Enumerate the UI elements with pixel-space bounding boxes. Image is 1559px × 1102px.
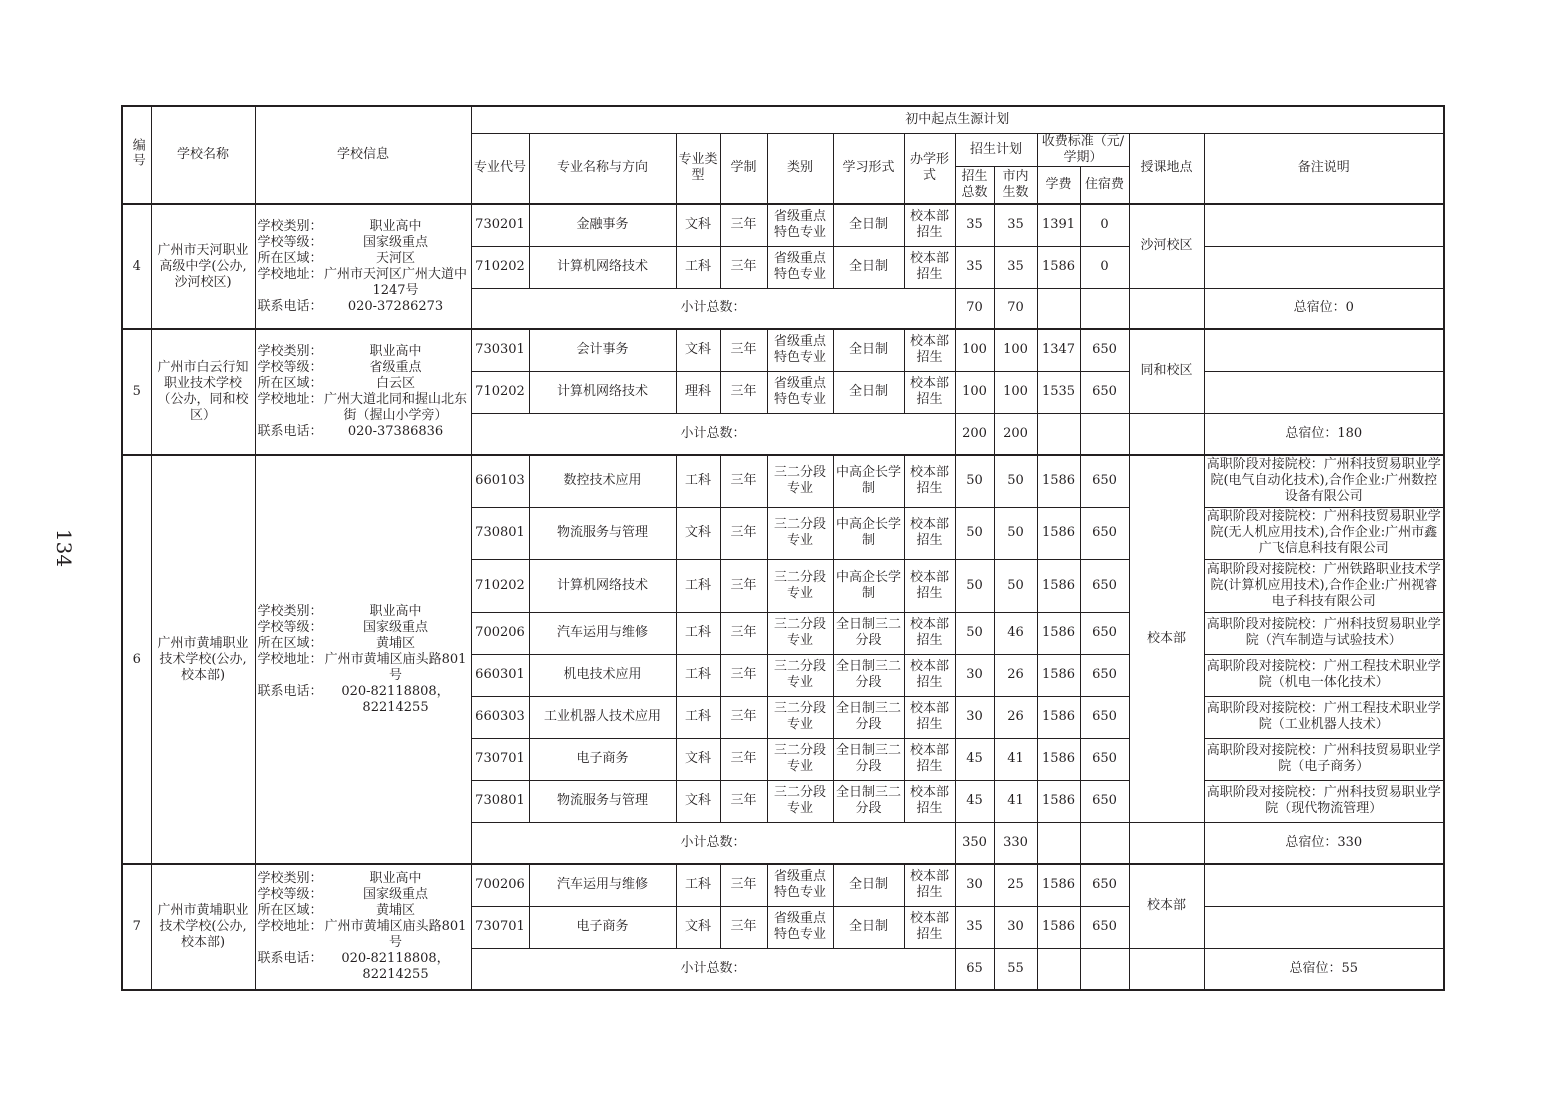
major-name: 机电技术应用: [529, 654, 676, 696]
study-form: 中高企长学制: [833, 455, 904, 507]
school-form: 校本部招生: [904, 371, 955, 413]
enroll-total: 35: [955, 204, 994, 246]
school-form: 校本部招生: [904, 329, 955, 371]
tuition: 1586: [1037, 612, 1080, 654]
info-value: 广州市黄埔区庙头路801号: [324, 651, 467, 683]
info-label: 所在区域：: [257, 376, 323, 391]
header-enroll-local: 市内生数: [994, 166, 1037, 204]
duration: 三年: [720, 696, 767, 738]
remark: [1204, 371, 1444, 413]
category: 三二分段专业: [767, 696, 833, 738]
enroll-local: 50: [994, 559, 1037, 612]
info-value: 广州市天河区广州大道中1247号: [324, 266, 468, 298]
study-form: 全日制三二分段: [833, 654, 904, 696]
header-major-type: 专业类型: [676, 133, 720, 204]
dorm-fee: 650: [1080, 654, 1129, 696]
study-form: 全日制: [833, 864, 904, 906]
remark: 高职阶段对接院校：广州工程技术职业学院（工业机器人技术）: [1204, 696, 1444, 738]
info-label: 学校地址：: [257, 651, 323, 667]
subtotal-tuition: [1037, 822, 1080, 864]
enroll-total: 45: [955, 780, 994, 822]
category: 省级重点特色专业: [767, 371, 833, 413]
subtotal-remark: 总宿位：180: [1204, 413, 1444, 455]
info-value: 白云区: [376, 376, 416, 391]
remark: 高职阶段对接院校：广州铁路职业技术学院(计算机应用技术),合作企业:广州视睿电子科技有限公司: [1204, 559, 1444, 612]
dorm-fee: 650: [1080, 738, 1129, 780]
school-seq: 6: [122, 455, 151, 864]
info-value: 职业高中: [369, 344, 422, 359]
major-name: 金融事务: [529, 204, 676, 246]
enroll-local: 25: [994, 864, 1037, 906]
major-code: 700206: [471, 864, 529, 906]
category: 省级重点特色专业: [767, 864, 833, 906]
major-code: 730201: [471, 204, 529, 246]
subtotal-label: 小计总数：: [471, 413, 955, 455]
remark: 高职阶段对接院校：广州科技贸易职业学院（汽车制造与试验技术）: [1204, 612, 1444, 654]
dorm-fee: 650: [1080, 329, 1129, 371]
school-form: 校本部招生: [904, 612, 955, 654]
subtotal-local: 55: [994, 948, 1037, 990]
info-value: 国家级重点: [363, 619, 429, 635]
school-info: [255, 864, 471, 990]
school-seq: 4: [122, 204, 151, 329]
major-code: 710202: [471, 246, 529, 288]
header-dorm-fee: 住宿费: [1080, 166, 1129, 204]
duration: 三年: [720, 612, 767, 654]
major-type: 工科: [676, 246, 720, 288]
subtotal-location: [1129, 948, 1204, 990]
major-type: 文科: [676, 780, 720, 822]
study-form: 全日制三二分段: [833, 696, 904, 738]
subtotal-tuition: [1037, 413, 1080, 455]
subtotal-location: [1129, 822, 1204, 864]
enroll-total: 50: [955, 612, 994, 654]
school-name: 广州市黄埔职业技术学校(公办,校本部): [151, 455, 255, 864]
subtotal-dorm: [1080, 948, 1129, 990]
subtotal-location: [1129, 413, 1204, 455]
study-form: 全日制: [833, 329, 904, 371]
school-info-level: [258, 235, 469, 251]
school-info-level: [258, 360, 469, 376]
header-plan-title: 初中起点生源计划: [471, 106, 1444, 133]
info-label: 所在区域：: [257, 635, 323, 651]
dorm-fee: 650: [1080, 906, 1129, 948]
major-name: 物流服务与管理: [529, 507, 676, 559]
major-type: 工科: [676, 455, 720, 507]
major-type: 文科: [676, 738, 720, 780]
dorm-fee: 650: [1080, 455, 1129, 507]
school-form: 校本部招生: [904, 455, 955, 507]
page-number: 134: [52, 528, 76, 568]
dorm-fee: 0: [1080, 204, 1129, 246]
info-label: 学校等级：: [257, 234, 323, 250]
enroll-total: 35: [955, 906, 994, 948]
duration: 三年: [720, 204, 767, 246]
info-value: 天河区: [376, 250, 416, 266]
info-label: 学校类别：: [257, 871, 323, 886]
info-label: 所在区域：: [257, 250, 323, 266]
school-form: 校本部招生: [904, 906, 955, 948]
tuition: 1586: [1037, 246, 1080, 288]
enroll-total: 50: [955, 455, 994, 507]
subtotal-remark: 总宿位：55: [1204, 948, 1444, 990]
duration: 三年: [720, 654, 767, 696]
subtotal-total: 200: [955, 413, 994, 455]
enroll-local: 100: [994, 371, 1037, 413]
enroll-total: 100: [955, 371, 994, 413]
subtotal-tuition: [1037, 288, 1080, 329]
major-name: 计算机网络技术: [529, 559, 676, 612]
plan-body: [122, 204, 1444, 990]
subtotal-total: 65: [955, 948, 994, 990]
school-info-phone: [258, 684, 469, 716]
school-info-address: [258, 652, 469, 684]
remark: 高职阶段对接院校：广州科技贸易职业学院（现代物流管理）: [1204, 780, 1444, 822]
info-value: 职业高中: [369, 603, 422, 619]
info-label: 所在区域：: [257, 903, 323, 918]
info-value: 黄埔区: [376, 635, 416, 651]
school-seq: 5: [122, 329, 151, 455]
enroll-local: 50: [994, 455, 1037, 507]
major-name: 数控技术应用: [529, 455, 676, 507]
subtotal-local: 200: [994, 413, 1037, 455]
tuition: 1586: [1037, 654, 1080, 696]
major-type: 工科: [676, 559, 720, 612]
school-form: 校本部招生: [904, 864, 955, 906]
study-form: 全日制三二分段: [833, 780, 904, 822]
remark: [1204, 864, 1444, 906]
teaching-location: 校本部: [1129, 455, 1204, 822]
info-value: 广州大道北同和握山北东街（握山小学旁）: [324, 392, 468, 423]
remark: 高职阶段对接院校：广州工程技术职业学院（机电一体化技术）: [1204, 654, 1444, 696]
category: 省级重点特色专业: [767, 204, 833, 246]
info-label: 学校等级：: [257, 360, 323, 375]
enroll-local: 35: [994, 246, 1037, 288]
info-label: 学校等级：: [257, 619, 323, 635]
info-label: 学校地址：: [257, 266, 323, 282]
enrollment-plan-table: [121, 105, 1445, 991]
school-info-district: [258, 251, 469, 267]
major-name: 电子商务: [529, 906, 676, 948]
duration: 三年: [720, 780, 767, 822]
major-type: 理科: [676, 371, 720, 413]
school-info-level: [258, 887, 469, 903]
major-code: 730801: [471, 780, 529, 822]
info-label: 学校类别：: [257, 344, 323, 359]
major-name: 汽车运用与维修: [529, 612, 676, 654]
major-type: 工科: [676, 612, 720, 654]
table-row: [122, 329, 1444, 371]
major-type: 工科: [676, 696, 720, 738]
category: 三二分段专业: [767, 455, 833, 507]
duration: 三年: [720, 371, 767, 413]
header-location: 授课地点: [1129, 133, 1204, 204]
school-form: 校本部招生: [904, 246, 955, 288]
info-value: 020-82118808，82214255: [341, 683, 450, 715]
major-type: 文科: [676, 507, 720, 559]
enroll-local: 41: [994, 738, 1037, 780]
school-info-type: [258, 604, 469, 620]
table-row: [122, 864, 1444, 906]
major-name: 工业机器人技术应用: [529, 696, 676, 738]
info-value: 职业高中: [369, 218, 422, 234]
enroll-total: 50: [955, 507, 994, 559]
subtotal-dorm: [1080, 822, 1129, 864]
teaching-location: 沙河校区: [1129, 204, 1204, 288]
enroll-local: 50: [994, 507, 1037, 559]
major-code: 660103: [471, 455, 529, 507]
category: 省级重点特色专业: [767, 906, 833, 948]
header-category: 类别: [767, 133, 833, 204]
info-label: 学校等级：: [257, 887, 323, 902]
school-info-type: [258, 344, 469, 360]
teaching-location: 同和校区: [1129, 329, 1204, 413]
major-type: 文科: [676, 329, 720, 371]
major-name: 计算机网络技术: [529, 246, 676, 288]
enroll-total: 30: [955, 654, 994, 696]
category: 三二分段专业: [767, 780, 833, 822]
header-major-name: 专业名称与方向: [529, 133, 676, 204]
info-value: 国家级重点: [363, 887, 429, 902]
school-info-address: [258, 919, 469, 951]
category: 三二分段专业: [767, 738, 833, 780]
duration: 三年: [720, 507, 767, 559]
info-value: 广州市黄埔区庙头路801号: [324, 919, 467, 950]
major-name: 会计事务: [529, 329, 676, 371]
major-code: 700206: [471, 612, 529, 654]
dorm-fee: 0: [1080, 246, 1129, 288]
enroll-local: 35: [994, 204, 1037, 246]
info-value: 黄埔区: [376, 903, 416, 918]
enroll-total: 100: [955, 329, 994, 371]
school-info: [255, 329, 471, 455]
subtotal-total: 350: [955, 822, 994, 864]
duration: 三年: [720, 906, 767, 948]
major-type: 文科: [676, 204, 720, 246]
school-info-type: [258, 871, 469, 887]
major-name: 物流服务与管理: [529, 780, 676, 822]
info-label: 联系电话：: [257, 298, 323, 314]
school-form: 校本部招生: [904, 696, 955, 738]
enroll-local: 26: [994, 696, 1037, 738]
tuition: 1586: [1037, 507, 1080, 559]
category: 省级重点特色专业: [767, 246, 833, 288]
info-label: 学校类别：: [257, 603, 323, 619]
subtotal-dorm: [1080, 288, 1129, 329]
school-info-level: [258, 620, 469, 636]
info-label: 联系电话：: [257, 683, 323, 699]
subtotal-label: 小计总数：: [471, 822, 955, 864]
major-type: 文科: [676, 906, 720, 948]
school-info: [255, 455, 471, 864]
header-study-form: 学习形式: [833, 133, 904, 204]
enroll-local: 26: [994, 654, 1037, 696]
major-code: 710202: [471, 559, 529, 612]
dorm-fee: 650: [1080, 559, 1129, 612]
major-code: 730701: [471, 738, 529, 780]
school-form: 校本部招生: [904, 507, 955, 559]
enroll-local: 30: [994, 906, 1037, 948]
dorm-fee: 650: [1080, 780, 1129, 822]
tuition: 1586: [1037, 696, 1080, 738]
major-code: 730701: [471, 906, 529, 948]
school-form: 校本部招生: [904, 559, 955, 612]
major-type: 工科: [676, 654, 720, 696]
tuition: 1586: [1037, 738, 1080, 780]
tuition: 1586: [1037, 906, 1080, 948]
duration: 三年: [720, 455, 767, 507]
study-form: 全日制: [833, 906, 904, 948]
header-enroll-plan: 招生计划: [955, 133, 1037, 166]
info-value: 020-37386836: [347, 424, 444, 439]
subtotal-local: 70: [994, 288, 1037, 329]
study-form: 中高企长学制: [833, 559, 904, 612]
major-code: 660303: [471, 696, 529, 738]
category: 三二分段专业: [767, 559, 833, 612]
school-info-phone: [258, 299, 469, 315]
info-value: 020-82118808，82214255: [341, 951, 450, 982]
dorm-fee: 650: [1080, 864, 1129, 906]
duration: 三年: [720, 246, 767, 288]
info-value: 职业高中: [369, 871, 422, 886]
subtotal-remark: 总宿位：330: [1204, 822, 1444, 864]
info-label: 学校类别：: [257, 218, 323, 234]
enroll-total: 50: [955, 559, 994, 612]
remark: [1204, 906, 1444, 948]
dorm-fee: 650: [1080, 507, 1129, 559]
subtotal-total: 70: [955, 288, 994, 329]
info-value: 省级重点: [369, 360, 422, 375]
subtotal-remark: 总宿位：0: [1204, 288, 1444, 329]
subtotal-dorm: [1080, 413, 1129, 455]
subtotal-label: 小计总数：: [471, 288, 955, 329]
info-label: 学校地址：: [257, 392, 323, 407]
tuition: 1586: [1037, 864, 1080, 906]
info-label: 学校地址：: [257, 919, 323, 934]
category: 三二分段专业: [767, 654, 833, 696]
school-info-address: [258, 267, 469, 299]
school-info: [255, 204, 471, 329]
school-name: 广州市天河职业高级中学(公办,沙河校区): [151, 204, 255, 329]
table-row: [122, 455, 1444, 507]
major-type: 工科: [676, 864, 720, 906]
remark: 高职阶段对接院校：广州科技贸易职业学院(电气自动化技术),合作企业:广州数控设备有限公司: [1204, 455, 1444, 507]
header-school-info: 学校信息: [255, 106, 471, 204]
table-row: [122, 204, 1444, 246]
major-name: 计算机网络技术: [529, 371, 676, 413]
school-info-type: [258, 219, 469, 235]
school-info-district: [258, 376, 469, 392]
header-school-form: 办学形式: [904, 133, 955, 204]
subtotal-label: 小计总数：: [471, 948, 955, 990]
category: 省级重点特色专业: [767, 329, 833, 371]
tuition: 1535: [1037, 371, 1080, 413]
tuition: 1347: [1037, 329, 1080, 371]
tuition: 1586: [1037, 559, 1080, 612]
enroll-total: 45: [955, 738, 994, 780]
header-tuition: 学费: [1037, 166, 1080, 204]
school-info-address: [258, 392, 469, 424]
enroll-local: 100: [994, 329, 1037, 371]
school-seq: 7: [122, 864, 151, 990]
major-name: 汽车运用与维修: [529, 864, 676, 906]
tuition: 1586: [1037, 780, 1080, 822]
study-form: 全日制三二分段: [833, 738, 904, 780]
major-code: 730301: [471, 329, 529, 371]
info-value: 020-37286273: [347, 298, 444, 314]
major-code: 660301: [471, 654, 529, 696]
school-form: 校本部招生: [904, 780, 955, 822]
subtotal-tuition: [1037, 948, 1080, 990]
enroll-local: 41: [994, 780, 1037, 822]
dorm-fee: 650: [1080, 371, 1129, 413]
study-form: 全日制: [833, 204, 904, 246]
header-seq: 编号: [122, 106, 151, 204]
duration: 三年: [720, 559, 767, 612]
enroll-local: 46: [994, 612, 1037, 654]
enroll-total: 35: [955, 246, 994, 288]
tuition: 1586: [1037, 455, 1080, 507]
dorm-fee: 650: [1080, 612, 1129, 654]
duration: 三年: [720, 864, 767, 906]
enroll-total: 30: [955, 696, 994, 738]
school-name: 广州市白云行知职业技术学校（公办，同和校区）: [151, 329, 255, 455]
remark: [1204, 246, 1444, 288]
remark: 高职阶段对接院校：广州科技贸易职业学院（电子商务）: [1204, 738, 1444, 780]
category: 三二分段专业: [767, 507, 833, 559]
school-info-phone: [258, 951, 469, 983]
duration: 三年: [720, 329, 767, 371]
tuition: 1391: [1037, 204, 1080, 246]
header-school-name: 学校名称: [151, 106, 255, 204]
study-form: 中高企长学制: [833, 507, 904, 559]
duration: 三年: [720, 738, 767, 780]
teaching-location: 校本部: [1129, 864, 1204, 948]
study-form: 全日制: [833, 371, 904, 413]
subtotal-location: [1129, 288, 1204, 329]
header-duration: 学制: [720, 133, 767, 204]
study-form: 全日制: [833, 246, 904, 288]
major-code: 730801: [471, 507, 529, 559]
subtotal-local: 330: [994, 822, 1037, 864]
major-name: 电子商务: [529, 738, 676, 780]
dorm-fee: 650: [1080, 696, 1129, 738]
study-form: 全日制三二分段: [833, 612, 904, 654]
header-major-code: 专业代号: [471, 133, 529, 204]
school-form: 校本部招生: [904, 654, 955, 696]
remark: [1204, 329, 1444, 371]
school-info-phone: [258, 424, 469, 440]
remark: [1204, 204, 1444, 246]
info-label: 联系电话：: [257, 424, 323, 439]
remark: 高职阶段对接院校：广州科技贸易职业学院(无人机应用技术),合作企业:广州市鑫广飞信息科技有限公司: [1204, 507, 1444, 559]
header-fee-standard: 收费标准（元/学期）: [1037, 133, 1129, 166]
school-form: 校本部招生: [904, 204, 955, 246]
header-enroll-total: 招生总数: [955, 166, 994, 204]
school-name: 广州市黄埔职业技术学校(公办,校本部): [151, 864, 255, 990]
major-code: 710202: [471, 371, 529, 413]
enroll-total: 30: [955, 864, 994, 906]
school-info-district: [258, 903, 469, 919]
header-remarks: 备注说明: [1204, 133, 1444, 204]
info-label: 联系电话：: [257, 951, 323, 966]
school-info-district: [258, 636, 469, 652]
school-form: 校本部招生: [904, 738, 955, 780]
category: 三二分段专业: [767, 612, 833, 654]
info-value: 国家级重点: [363, 234, 429, 250]
